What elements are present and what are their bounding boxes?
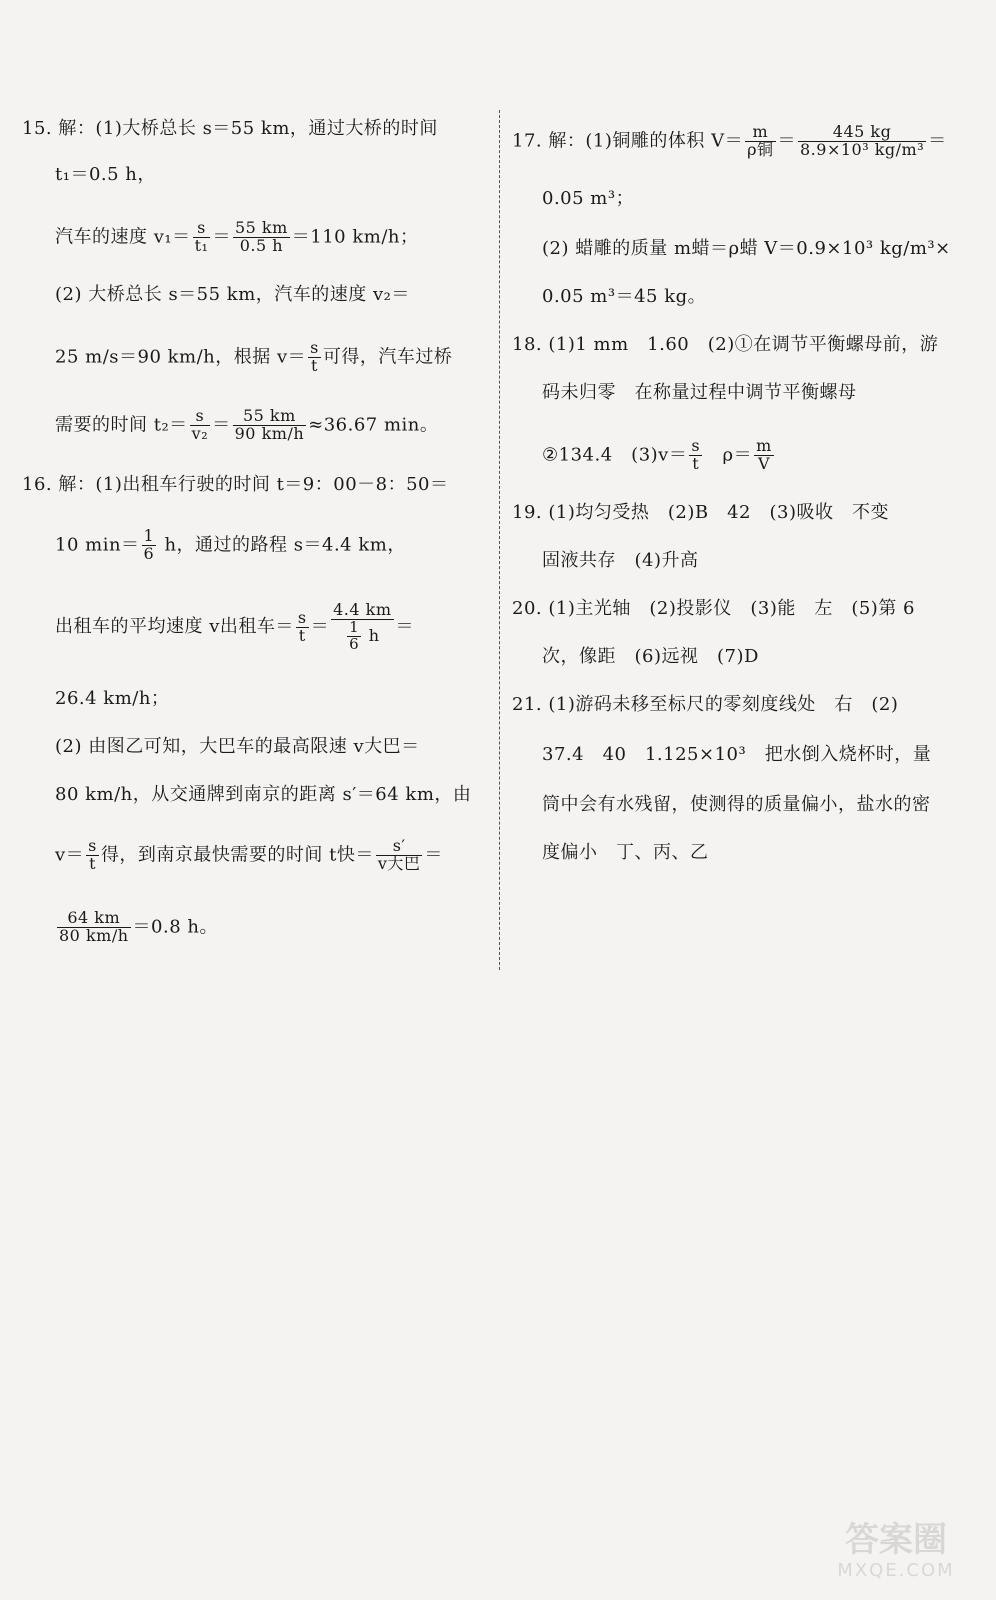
fraction: $\frac{55 km}{90 km/h}$ bbox=[234, 406, 305, 443]
fraction: $\frac{55 km}{0.5 h}$ bbox=[234, 218, 288, 255]
q21-line-2: 37.4 40 1.125×10³ 把水倒入烧杯时，量 bbox=[542, 744, 932, 765]
q17-line-1: 17. 解：(1)铜雕的体积 V＝ $\frac{m}{\text{ρ铜}}$ ＝ $\frac{445 kg}{\text{8.9×10³ kg/m³}}$ ＝ bbox=[512, 122, 947, 159]
fraction: $\frac{s}{\text{v₂}}$ bbox=[191, 406, 209, 443]
q21-line-4: 度偏小 丁、丙、乙 bbox=[542, 842, 709, 863]
fraction: $\frac{445 kg}{\text{8.9×10³ kg/m³}}$ bbox=[800, 122, 925, 159]
q17-line-3: (2) 蜡雕的质量 m蜡＝ρ蜡 V＝0.9×10³ kg/m³× bbox=[542, 238, 951, 259]
fraction: $\frac{s'}{\text{v大巴}}$ bbox=[377, 836, 421, 873]
fraction: $\frac{64 km}{80 km/h}$ bbox=[59, 908, 129, 945]
q16-line-2: 10 min＝ $\frac{1}{6}$ h，通过的路程 s＝4.4 km， bbox=[55, 526, 406, 563]
q19-line-1: 19. (1)均匀受热 (2)B 42 (3)吸收 不变 bbox=[512, 502, 889, 523]
q16-line-5: (2) 由图乙可知，大巴车的最高限速 v大巴＝ bbox=[55, 736, 420, 757]
q18-line-3: ②134.4 (3)v＝ $\frac{s}{t}$ ρ＝ $\frac{m}{V}$ bbox=[542, 436, 772, 473]
q16-line-7: v＝ $\frac{s}{t}$ 得，到南京最快需要的时间 t快＝ $\frac{s'}{\text{v大巴}}$ ＝ bbox=[55, 836, 443, 873]
q16-line-4: 26.4 km/h； bbox=[55, 688, 170, 709]
fraction: $\frac{s}{t}$ bbox=[297, 607, 307, 645]
fraction: $\frac{1}{6}$ bbox=[143, 526, 155, 563]
fraction: $\frac{s}{t}$ bbox=[310, 338, 319, 375]
q21-line-1: 21. (1)游码未移至标尺的零刻度线处 右 (2) bbox=[512, 694, 899, 715]
q19-line-2: 固液共存 (4)升高 bbox=[542, 550, 699, 571]
site-watermark bbox=[816, 1520, 976, 1590]
fraction: $\frac{m}{V}$ bbox=[756, 436, 772, 473]
watermark-url: MXQE.COM bbox=[837, 1560, 955, 1581]
fraction: $\frac{s}{\text{t₁}}$ bbox=[194, 218, 209, 255]
fraction: $\frac{1}{6}$ bbox=[349, 617, 360, 653]
q16-line-6: 80 km/h，从交通牌到南京的距离 s′＝64 km，由 bbox=[55, 784, 472, 805]
q15-line-1: 15. 解：(1)大桥总长 s＝55 km，通过大桥的时间 bbox=[22, 118, 438, 139]
column-divider bbox=[499, 110, 500, 970]
fraction: $\frac{s}{t}$ bbox=[691, 436, 701, 473]
q16-line-1: 16. 解：(1)出租车行驶的时间 t＝9：00－8：50＝ bbox=[22, 474, 449, 495]
q21-line-3: 筒中会有水残留，使测得的质量偏小，盐水的密 bbox=[542, 794, 931, 815]
fraction: $\frac{s}{t}$ bbox=[88, 836, 97, 873]
fraction: 4.4 km $\frac{1}{6}$ h bbox=[333, 600, 392, 653]
q15-speed-label: 汽车的速度 v₁＝ bbox=[55, 226, 191, 248]
q18-line-1: 18. (1)1 mm 1.60 (2)①在调节平衡螺母前，游 bbox=[512, 334, 939, 355]
q15-line-3: 汽车的速度 v₁＝ $\frac{s}{\text{t₁}}$ ＝ $\frac{55 km}{0.5 h}$ ＝110 km/h； bbox=[55, 218, 419, 255]
q15-line-5: 25 m/s＝90 km/h，根据 v＝ $\frac{s}{t}$ 可得，汽车过桥 bbox=[55, 338, 453, 375]
q15-line-6: 需要的时间 t₂＝ $\frac{s}{\text{v₂}}$ ＝ $\frac{55 km}{90 km/h}$ ≈36.67 min。 bbox=[55, 406, 439, 443]
q20-line-1: 20. (1)主光轴 (2)投影仪 (3)能 左 (5)第 6 bbox=[512, 598, 916, 619]
q15-line-2: t₁＝0.5 h， bbox=[55, 164, 156, 185]
q17-line-4: 0.05 m³＝45 kg。 bbox=[542, 286, 707, 307]
q16-line-3: 出租车的平均速度 v出租车＝ $\frac{s}{t}$ ＝ 4.4 km $\frac{1}{6}$ h ＝ bbox=[55, 600, 415, 653]
watermark-logo-text: 答案圈 bbox=[845, 1520, 947, 1560]
q17-line-2: 0.05 m³； bbox=[542, 188, 635, 209]
q18-line-2: 码未归零 在称量过程中调节平衡螺母 bbox=[542, 382, 857, 403]
q16-line-8: $\frac{64 km}{80 km/h}$ ＝0.8 h。 bbox=[59, 908, 218, 945]
q20-line-2: 次，像距 (6)远视 (7)D bbox=[542, 646, 759, 667]
q15-line-4: (2) 大桥总长 s＝55 km，汽车的速度 v₂＝ bbox=[55, 284, 410, 305]
fraction: $\frac{m}{\text{ρ铜}}$ bbox=[747, 122, 774, 159]
